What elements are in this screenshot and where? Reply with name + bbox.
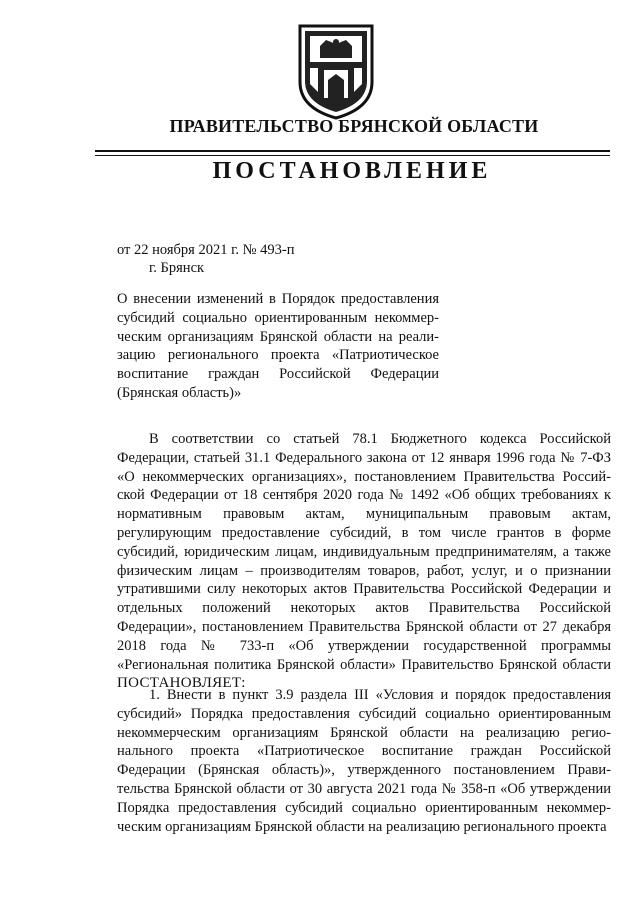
header-divider-thick [95,150,610,152]
body-paragraph-1 [117,430,611,693]
resolve-word: ПОСТАНОВЛЯЕТ: [117,675,246,692]
paragraph-1-text: В соответствии со статьей 78.1 Бюджетного кодекса Российской Федерации, статьей 31.1 Федерального закона от 12 января 1996 года № 7-ФЗ «О некоммерческих организациях», постановлением Правительства Россий-ской Федерации от 18 сентября 2020 года № 1492 «Об общих требованиях к нормативным правовым актам, муниципальным правовым актам, регулирующим предоставление субсидий, в том числе грантов в форме субсидий, юридическим лицам, индивидуальным предпринимателям, а также физическим лицам – производителям товаров, работ, услуг, и о признании утратившими силу некоторых актов Правительства Российской Федерации и отдельных положений некоторых актов Правительства Российской Федерации», постановлением Правительства Брянской области от 27 декабря 2018 года № 733-п «Об утверждении государственной программы «Региональная политика Брянской области» Правительство Брянской области [117,431,611,673]
document-subject: О внесении изменений в Порядок предоставления субсидий социально ориентированным некоммер-ческим организациям Брянской области на реали-зацию регионального проекта «Патриотическое воспитание граждан Российской Федерации (Брянская область)» [117,291,439,401]
document-city: г. Брянск [149,260,205,276]
organization-title: ПРАВИТЕЛЬСТВО БРЯНСКОЙ ОБЛАСТИ [169,116,539,136]
coat-of-arms-icon [296,22,376,120]
body-paragraph-2: 1. Внести в пункт 3.9 раздела III «Условия и порядок предоставления субсидий» Порядка предоставления субсидий социально ориентированным некоммерческим организациям Брянской области на реализацию регио-нального проекта «Патриотическое воспитание граждан Российской Федерации (Брянская область)», утвержденного постановлением Прави-тельства Брянской области от 30 августа 2021 года № 358-п «Об утверждении Порядка предоставления субсидий социально ориентированным некоммер-ческим организациям Брянской области на реализацию регионального проекта [117,687,611,835]
header-divider-thin [95,155,610,156]
document-type-title: ПОСТАНОВЛЕНИЕ [212,158,492,184]
document-date-number: от 22 ноября 2021 г. № 493-п [117,242,295,258]
